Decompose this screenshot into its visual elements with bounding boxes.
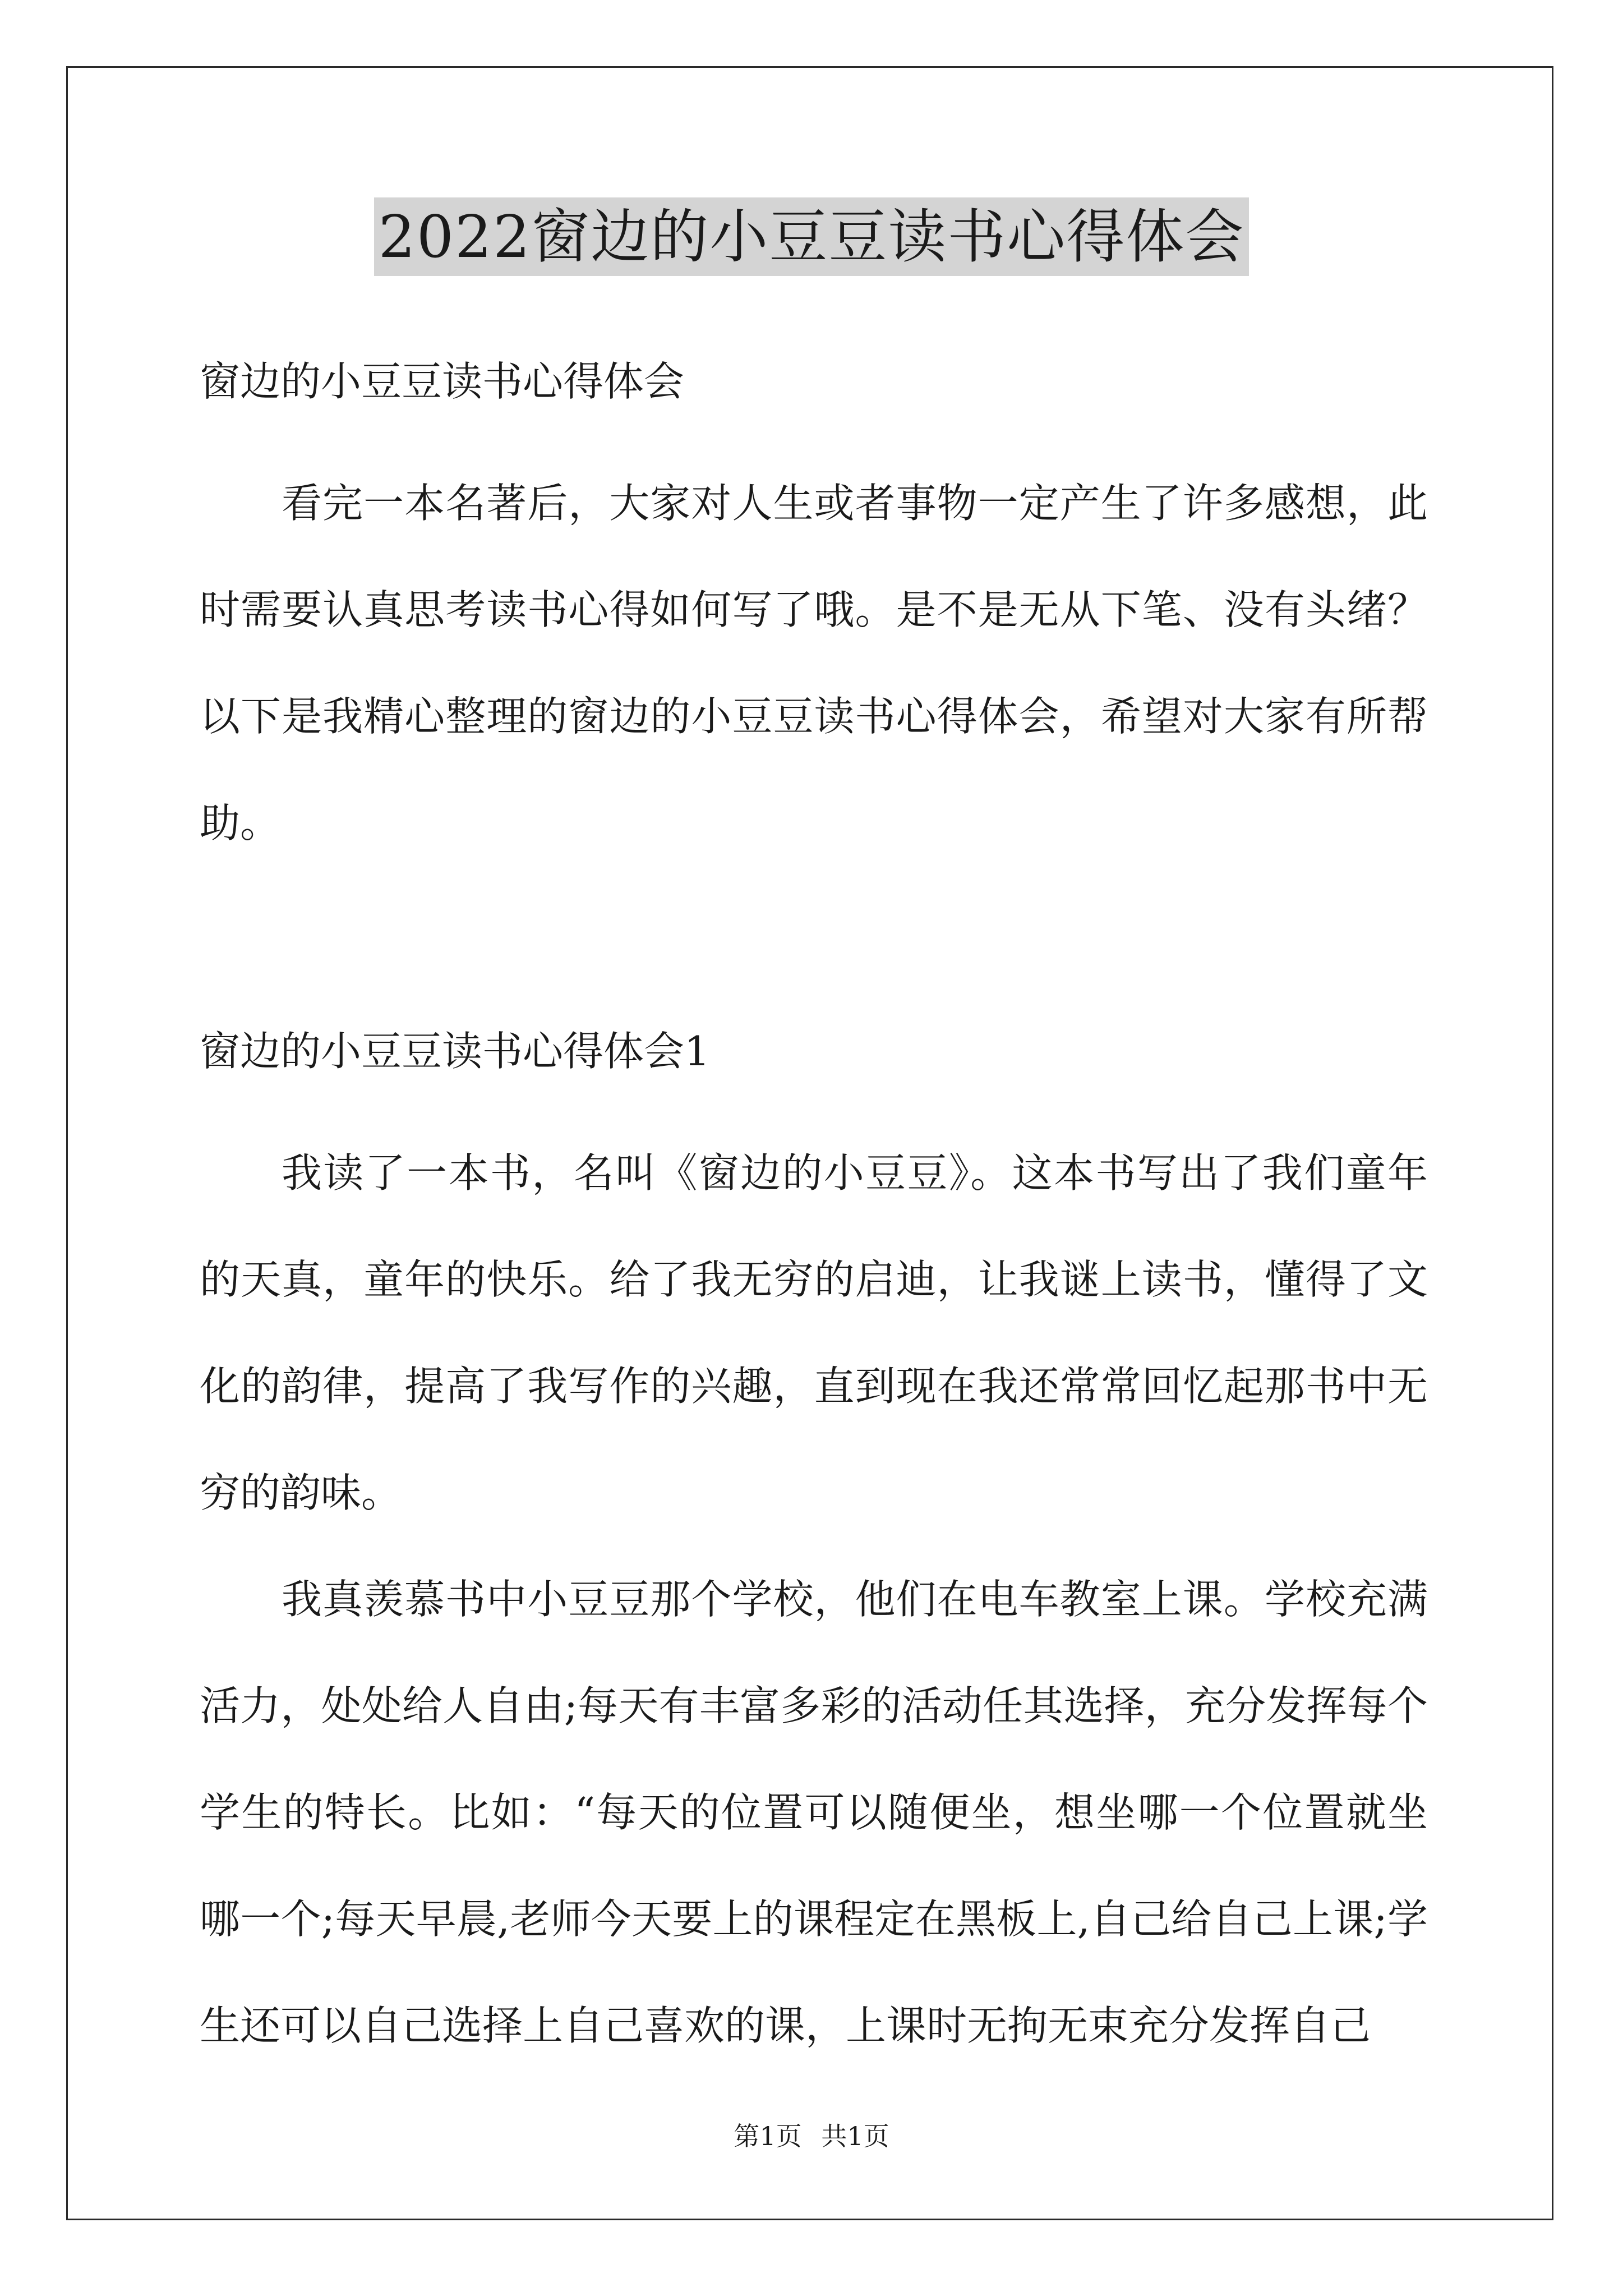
page-footer [0,2119,1623,2153]
page-number-current: 第1页 [734,2121,802,2151]
paragraph: 我真羡慕书中小豆豆那个学校，他们在电车教室上课。学校充满活力，处处给人自由;每天有丰富多彩的活动任其选择，充分发挥每个学生的特长。比如：“每天的位置可以随便坐，想坐哪一个位置就坐哪一个;每天早晨,老师今天要上的课程定在黑板上,自己给自己上课;学生还可以自己选择上自己喜欢的课，上课时无拘无束充分发挥自己 [200,1576,1428,2049]
title-container [0,197,1623,276]
page-number-total: 共1页 [821,2121,889,2151]
section-heading: 窗边的小豆豆读书心得体会1 [200,1028,710,1075]
document-body [200,348,1428,2079]
section-heading: 窗边的小豆豆读书心得体会 [200,358,685,405]
paragraph: 我读了一本书，名叫《窗边的小豆豆》。这本书写出了我们童年的天真，童年的快乐。给了我无穷的启迪，让我谜上读书，懂得了文化的韵律，提高了我写作的兴趣，直到现在我还常常回忆起那书中无穷的韵味。 [200,1149,1428,1516]
paragraph: 看完一本名著后，大家对人生或者事物一定产生了许多感想，此时需要认真思考读书心得如何写了哦。是不是无从下笔、没有头绪？以下是我精心整理的窗边的小豆豆读书心得体会，希望对大家有所帮助。 [200,480,1428,846]
document-title: 2022窗边的小豆豆读书心得体会 [374,197,1249,276]
